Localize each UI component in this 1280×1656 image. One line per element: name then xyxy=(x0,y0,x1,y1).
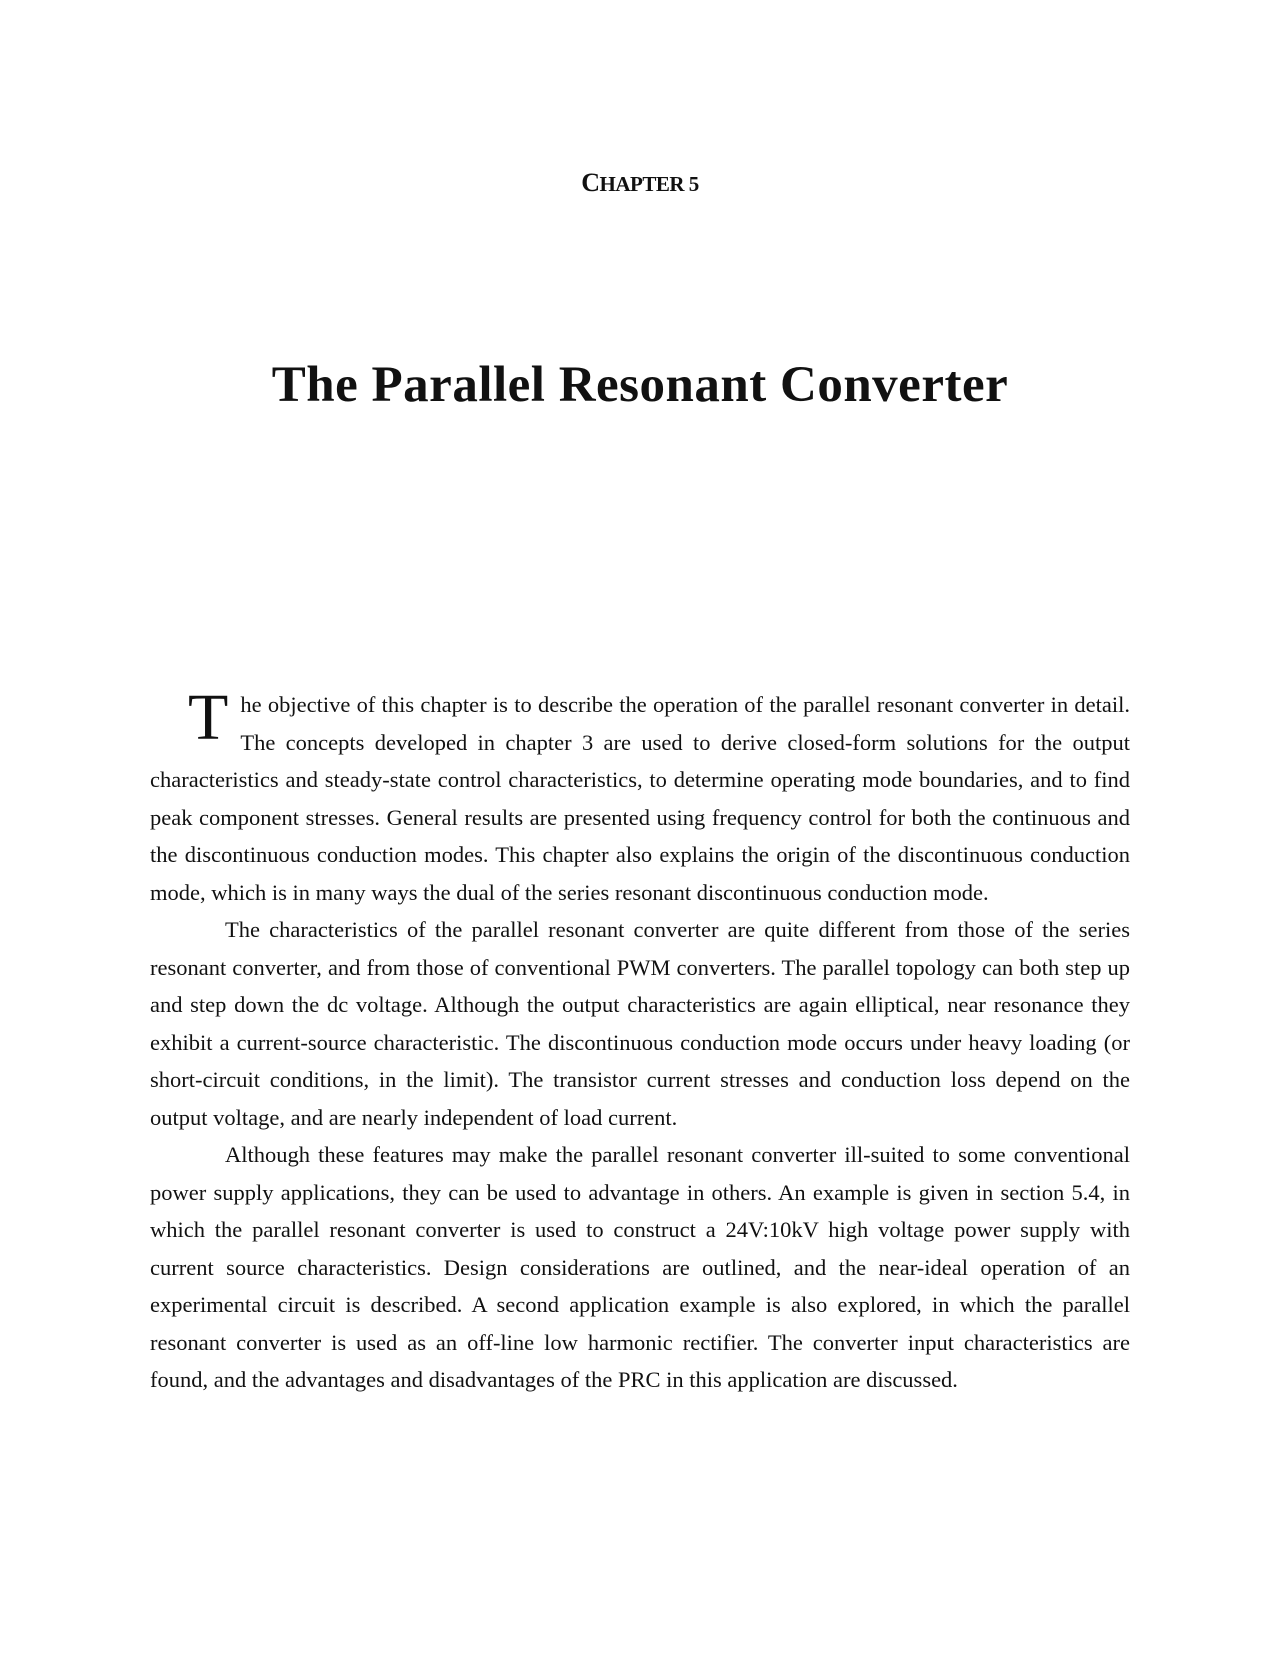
intro-paragraph-text: he objective of this chapter is to describe the operation of the parallel resonant converter in detail. The concepts developed in chapter 3 are used to derive closed-form solutions for the output characteristics and steady-state control characteristics, to determine operating mode boundaries, and to find peak component stresses. General results are presented using frequency control for both the continuous and the discontinuous conduction modes. This chapter also explains the origin of the discontinuous conduction mode, which is in many ways the dual of the series resonant discontinuous conduction mode. xyxy=(150,692,1130,905)
chapter-label-initial: C xyxy=(581,168,600,197)
paragraph-applications: Although these features may make the parallel resonant converter ill-suited to some conventional power supply applications, they can be used to advantage in others. An example is given in section 5.4, in which the parallel resonant converter is used to construct a 24V:10kV high voltage power supply with current source characteristics. Design considerations are outlined, and the near-ideal operation of an experimental circuit is described. A second application example is also explored, in which the parallel resonant converter is used as an off-line low harmonic rectifier. The converter input characteristics are found, and the advantages and disadvantages of the PRC in this application are discussed. xyxy=(150,1142,1130,1392)
drop-cap: T xyxy=(188,681,229,754)
chapter-label-rest: HAPTER 5 xyxy=(599,172,699,196)
chapter-body xyxy=(150,681,1130,1399)
chapter-label xyxy=(0,168,1280,198)
chapter-title: The Parallel Resonant Converter xyxy=(271,357,1009,413)
intro-paragraph xyxy=(150,681,1130,911)
paragraph-characteristics: The characteristics of the parallel resonant converter are quite different from those of the series resonant converter, and from those of conventional PWM converters. The parallel topology can both step up and step down the dc voltage. Although the output characteristics are again elliptical, near resonance they exhibit a current-source characteristic. The discontinuous conduction mode occurs under heavy loading (or short-circuit conditions, in the limit). The transistor current stresses and conduction loss depend on the output voltage, and are nearly independent of load current. xyxy=(150,917,1130,1130)
